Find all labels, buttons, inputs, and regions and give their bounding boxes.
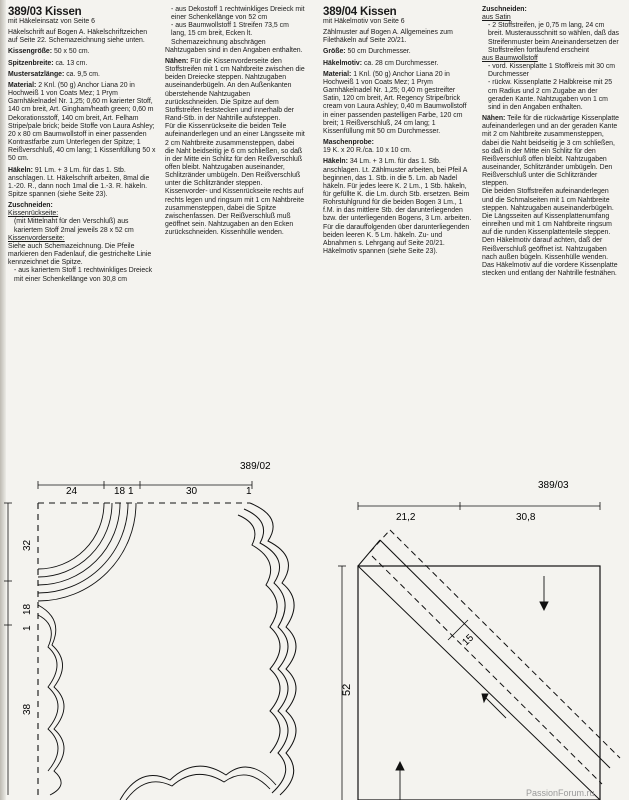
crochet-label: Häkeln: (8, 166, 33, 174)
sew-text-2-389-04: Die beiden Stoffstreifen aufeinanderlegen und die Schmalseiten mit 1 cm Nahtbreite steppen. Nahtzugaben auseinanderbügeln. Die Längsseiten auf Kissenplattenumfang einreihen und mit 1 cm Nahtbreite ringsum auf die runden Kissenplattenteile steppen. Den Häkelmotiv darauf achten, daß der Reißverschluß geöffnet ist. Nahtzugaben nach außen bügeln. Kissenhülle wenden. (482, 188, 614, 261)
crochet-paragraph (8, 167, 158, 200)
cut-label: Zuschneiden: (8, 202, 53, 210)
dim-top-0: 24 (66, 486, 78, 497)
crochet-text-389-04: 34 Lm. + 3 Lm. für das 1. Stb. anschlagen. Lt. Zählmuster arbeiten, bei Pfeil A beginnen, das 1. Stb. in die 5. Lm. ab Nadel häkeln. Für jedes leere K. 2 Lm., 1 Stb. häkeln, für gefüllte K. die Lm. durch Stb. ersetzen. Beim Rohrstuhlgrund für die beiden Bogen 3 Lm., 1 f.M. in das mittlere Stb. der darunterliegenden bzw. der unterliegenden Bogens, 3 Lm. arbeiten. Für die darauffolgenden über darunterliegenden beiden leeren K. 5 Lm. häkeln. Zu- und Abnahmen s. Lehrgang auf Seite 20/21. Häkelmotiv spannen (siehe Seite 23). (323, 158, 472, 256)
dim-left-0: 32 (22, 539, 33, 551)
cut-back-text: (mit Mittelnaht für den Verschluß) aus kariertem Stoff 2mal jeweils 28 x 52 cm (14, 218, 134, 234)
subtitle-389-03: mit Häkeleinsatz von Seite 6 (8, 18, 95, 25)
crochet-paragraph-389-04 (323, 158, 473, 256)
column-389-03-part2 (165, 6, 305, 237)
material-label-389-04: Material: (323, 70, 352, 78)
left-dimension-line-389-03 (338, 566, 346, 800)
cut-front-item: - aus kariertem Stoff 1 rechtwinkliges Dreieck mit einer Schenkellänge von 30,8 cm (14, 267, 153, 283)
left-scallops (38, 605, 64, 795)
cut-back-label: Kissenrückseite: (8, 210, 59, 218)
material-paragraph (8, 82, 158, 164)
dim-inner-15: 15 (460, 632, 477, 649)
allowance-note: Nahtzugaben sind in den Angaben enthalten. (165, 46, 303, 54)
lace-line (8, 60, 158, 68)
intro-389-03: Häkelschrift auf Bogen A. Häkelschriftzeichen auf Seite 22. Schemazeichnung siehe unten. (8, 29, 148, 45)
diagram-code-389-03: 389/03 (538, 480, 569, 491)
gauge-label: Maschenprobe: (323, 139, 374, 147)
motif-value: ca. 28 cm Durchmesser. (363, 59, 439, 67)
material-label: Material: (8, 81, 37, 89)
grain-arrows (396, 576, 548, 800)
sew-text-2: Für die Kissenrückseite die beiden Teile aufeinanderlegen und an einer Längsseite mit 2 cm Nahtbreite zusammensteppen, dabei die Naht beidseitig je 6 cm schließen, so daß in der Mitte ein Schlitz für den Reißverschluß offen bleibt. Nahtzugaben auseinander, Schlitzränder umbügeln. Den Reißverschluß unter die Schlitzränder steppen. (165, 123, 305, 188)
cut-front-text: Siehe auch Schemazeichnung. Die Pfeile markieren den Fadenlauf, die gestrichelte Linie kennzeichnet die Spitze. (8, 242, 152, 267)
satin-label: aus Satin (482, 14, 511, 22)
column-389-04-part2 (482, 6, 620, 278)
dim-top-1: 18 (114, 486, 126, 497)
lace-value: ca. 13 cm. (55, 59, 88, 67)
corner-lace (38, 503, 136, 601)
top-dimension-line-389-03 (358, 502, 600, 510)
diagonal-dashed-lace (370, 530, 620, 784)
diagram-389-02 (0, 455, 320, 800)
sew-paragraph (165, 58, 305, 123)
col2-item-1: - aus Baumwollstoff 1 Streifen 73,5 cm lang, 15 cm breit, Ecken lt. Schemazeichnung abschrägen (171, 22, 289, 46)
material-text: 2 Knl. (50 g) Anchor Liana 20 in Hochweiß 1 von Coats Mez; 1 Prym Garnhäkelnadel Nr. 1,25; 0,60 m karierter Stoff, 140 cm breit, Art. Gingham/heath green; 0,60 m Dekorationsstoff, 140 cm breit, Art. Felham Stripe/pale brick; beide Stoffe von Laura Ashley; 20 x 80 cm Baumwollstoff in einer passenden Kontrastfarbe zum Unterlegen der Spitze; 1 Reißverschluß, 40 cm lang; 1 Kissenfüllung 50 x 50 cm. (8, 81, 156, 163)
crochet-text: 91 Lm. + 3 Lm. für das 1. Stb. anschlagen. Lt. Häkelschrift arbeiten, 8mal die 1.-20. R., dann noch 1mal die 1.-3. R. häkeln. Spitze spannen (siehe Seite 23). (8, 166, 150, 198)
right-scallops (238, 503, 296, 795)
diagram-code-389-02: 389/02 (240, 461, 271, 472)
size-line-389-04 (323, 48, 473, 56)
watermark-text: PassionForum.ru (526, 788, 595, 798)
dim-left-2: 1 (22, 625, 33, 631)
intro-389-04: Zählmuster auf Bogen A. Allgemeines zum Filethäkeln auf Seite 20/21. (323, 29, 453, 45)
lace-outline-dashed (38, 503, 250, 795)
size-value: 50 x 50 cm. (53, 48, 90, 56)
motif-line (323, 60, 473, 68)
motif-label: Häkelmotiv: (323, 59, 363, 67)
sew-paragraph-389-04 (482, 115, 620, 188)
sew-text-3-389-04: Das Häkelmotiv auf die vordere Kissenplatte stecken und entlang der Nahtrille festnähen. (482, 261, 618, 277)
dim-left-1: 18 (22, 603, 33, 615)
repeat-value: ca. 9,5 cm. (66, 70, 100, 78)
crochet-label-389-04: Häkeln: (323, 158, 348, 166)
lace-label: Spitzenbreite: (8, 59, 54, 67)
cotton-item-1: - rückw. Kissenplatte 2 Halbkreise mit 25 cm Radius und 2 cm Zugabe an der geraden Kante. Nahtzugaben von 1 cm sind in den Angaben enthalten. (488, 79, 613, 111)
material-paragraph-389-04 (323, 71, 473, 136)
material-text-389-04: 1 Knl. (50 g) Anchor Liana 20 in Hochweiß 1 von Coats Mez; 1 Prym Garnhäkelnadel Nr. 1,25; 0,40 m gestreifter Satin, 120 cm breit, Art. Regency Stripe/brick cream von Laura Ashley; 0,40 m Baumwollstoff in einer passenden pastelligen Farbe, 120 cm breit; 1 Reißverschluß, 24 cm lang; 1 Kissenfüllung mit 50 cm Durchmesser. (323, 70, 467, 135)
col2-item-0: - aus Dekostoff 1 rechtwinkliges Dreieck mit einer Schenkellänge von 52 cm (171, 6, 305, 22)
left-dimension-line (4, 503, 12, 795)
satin-text: - 2 Stoffstreifen, je 0,75 m lang, 24 cm breit. Musterausschnitt so wählen, daß das Streifenmuster beim Aneinandersetzen der Stoffstreifen fortlaufend erscheint (488, 22, 619, 54)
size-label-389-04: Größe: (323, 48, 346, 56)
column-389-03-part1 (8, 6, 158, 284)
title-389-03: 389/03 Kissen (8, 6, 82, 18)
bottom-scallops (120, 766, 276, 800)
repeat-line (8, 71, 158, 79)
size-line (8, 48, 158, 56)
dim-top-2: 1 (128, 486, 134, 497)
dim-top-3: 30 (186, 486, 198, 497)
sew-text: Für die Kissenvorderseite den Stoffstreifen mit 1 cm Nahtbreite zwischen die beiden Dreiecke steppen. Nahtzugaben auseinanderbügeln. An den Außenkanten überstehende Nahtzugaben zurückschneiden. Die Spitze auf dem Stoffstreifen feststecken und innerhalb der Rand-Stb. in der Nahtrille aufsteppen. (165, 57, 305, 123)
sew-label-389-04: Nähen: (482, 115, 506, 123)
sew-text-389-04: Teile für die rückwärtige Kissenplatte aufeinanderlegen und an der geraden Kante mit 2 cm Nahtbreite zusammensteppen, dabei die Naht beidseitig je 3 cm schließen, so daß in der Mitte ein Schlitz für den Reißverschluß offen bleibt. Nahtzugaben auseinander, Schlitzränder umbügeln. Den Reißverschluß unter die Schlitzränder steppen. (482, 115, 619, 188)
sew-label: Nähen: (165, 57, 189, 65)
size-value-389-04: 50 cm Durchmesser. (347, 48, 411, 56)
dim-left-3: 38 (22, 703, 33, 715)
sew-text-3: Kissenvorder- und Kissenrückseite rechts auf rechts legen und ringsum mit 1 cm Nahtbreite zusammensteppen, dabei die Spitze zwischenfassen. Der Reißverschluß muß geöffnet sein. Nahtzugaben an den Ecken zurückschneiden. Kissenhülle wenden. (165, 188, 305, 237)
diagram-389-03 (320, 470, 629, 800)
cut-front-label: Kissenvorderseite: (8, 234, 65, 242)
dim-top-4: 1 (246, 486, 252, 497)
title-389-04: 389/04 Kissen (323, 6, 397, 18)
dim-top-21-2: 21,2 (396, 512, 416, 523)
cotton-item-0: - vord. Kissenplatte 1 Stoffkreis mit 30 cm Durchmesser (488, 63, 616, 79)
cotton-label: aus Baumwollstoff (482, 54, 538, 62)
repeat-label: Mustersatzlänge: (8, 70, 65, 78)
dim-left-52: 52 (341, 683, 353, 696)
column-389-04-part1 (323, 6, 473, 256)
subtitle-389-04: mit Häkelmotiv von Seite 6 (323, 18, 405, 25)
gauge-text: 19 K. x 20 R./ca. 10 x 10 cm. (323, 147, 412, 155)
dim-top-30-8: 30,8 (516, 512, 536, 523)
size-label: Kissengröße: (8, 48, 53, 56)
cut-label-389-04: Zuschneiden: (482, 6, 527, 13)
